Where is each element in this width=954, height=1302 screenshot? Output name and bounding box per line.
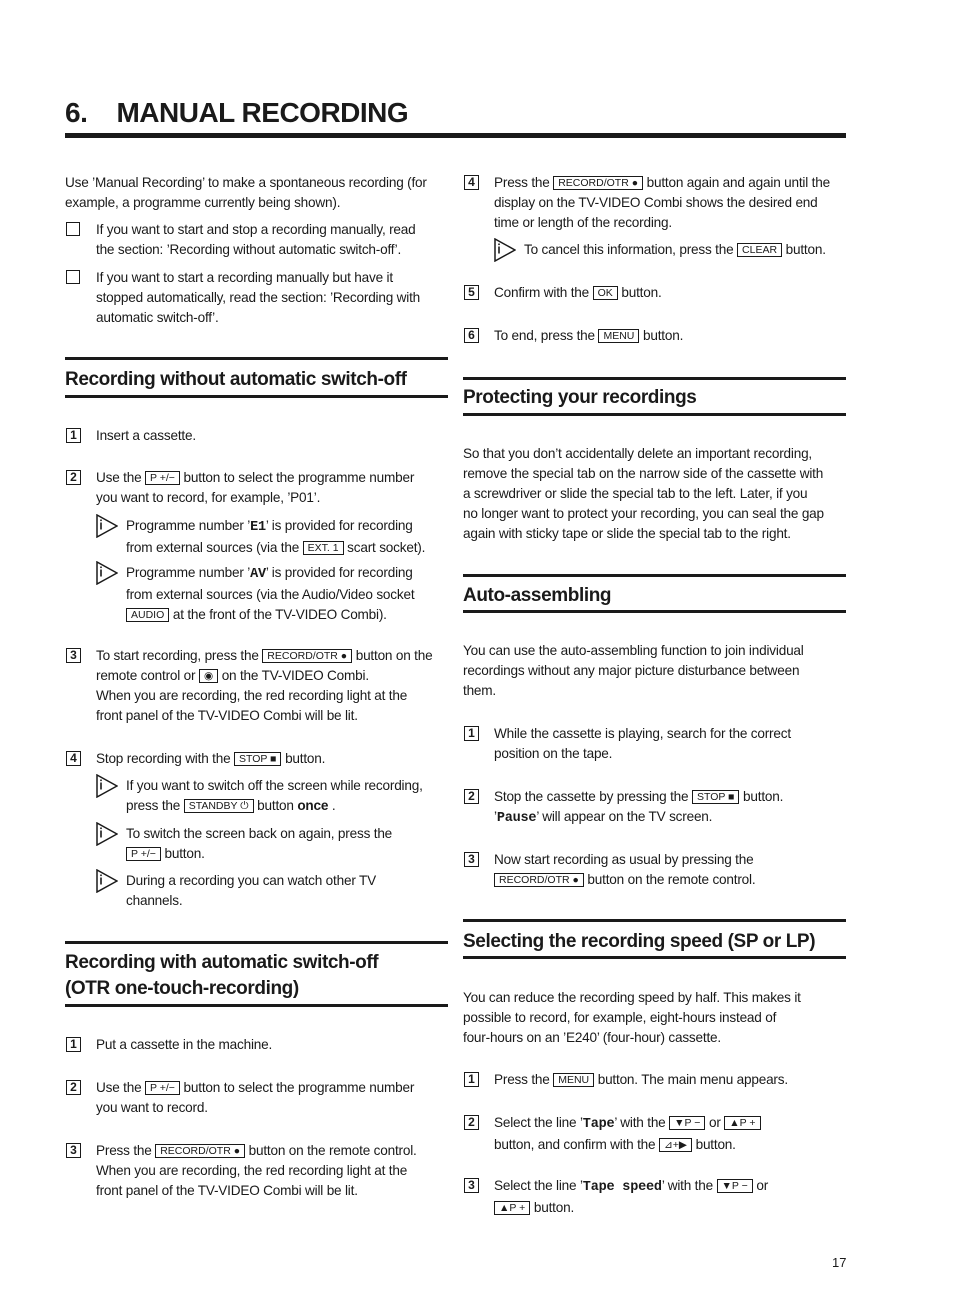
section-rule: [65, 941, 448, 944]
intro-line: Use ’Manual Recording’ to make a spontaneous recording (for: [65, 175, 427, 190]
ext1-socket-label: EXT. 1: [303, 541, 344, 555]
bullet-line: If you want to start a recording manually but have it: [96, 270, 393, 285]
p-plus-minus-button: P +/−: [145, 471, 180, 485]
page-number: 17: [832, 1255, 847, 1270]
clear-button: CLEAR: [737, 243, 782, 257]
p-plus-minus-button: P +/−: [145, 1081, 180, 1095]
info-icon: [96, 514, 118, 538]
section-rule: [463, 956, 846, 959]
p-plus-minus-button: P +/−: [126, 847, 161, 861]
page-title: 6. MANUAL RECORDING: [65, 97, 409, 128]
title-rule: [65, 133, 846, 138]
speed-text: You can reduce the recording speed by half. This makes it possible to record, for example, eight-hours instead of four-hours on an ’E240’ (four-hour) cassette.: [463, 990, 801, 1045]
p-plus-button: ▲P +: [494, 1201, 530, 1215]
step-text: To end, press the MENU button.: [494, 328, 684, 343]
info-note: If you want to switch off the screen while recording, press the STANDBY ⏻ button once .: [126, 778, 423, 813]
record-otr-button: RECORD/OTR ●: [553, 176, 643, 190]
p-plus-button: ▲P +: [724, 1116, 760, 1130]
info-note: Programme number ’AV’ is provided for recording from external sources (via the Audio/Video socket AUDIO at the front of the TV-VIDEO Combi).: [126, 565, 415, 622]
section-rule: [65, 395, 448, 398]
step-number: 2: [66, 1080, 81, 1095]
section-heading-without: Recording without automatic switch-off: [65, 369, 407, 390]
info-icon: [96, 869, 118, 893]
step-number: 3: [464, 1178, 479, 1193]
step-text: Insert a cassette.: [96, 428, 196, 443]
stop-button: STOP ■: [692, 790, 739, 804]
p-minus-button: ▼P −: [669, 1116, 705, 1130]
standby-button: STANDBY ⏻: [184, 799, 254, 813]
info-note: During a recording you can watch other TV channels.: [126, 873, 376, 908]
step-text: Stop recording with the STOP ■ button.: [96, 751, 326, 766]
menu-button: MENU: [598, 329, 639, 343]
section-rule: [463, 610, 846, 613]
intro-bullet-1: [96, 220, 416, 260]
step-number: 1: [66, 1037, 81, 1052]
ok-button: OK: [593, 286, 618, 300]
bullet-line: stopped automatically, read the section: ’Recording with: [96, 290, 421, 305]
step-number: 4: [66, 751, 81, 766]
bullet-line: the section: ’Recording without automatic switch-off’.: [96, 242, 402, 257]
info-icon: [96, 822, 118, 846]
section-rule: [463, 574, 846, 577]
p-minus-button: ▼P −: [717, 1179, 753, 1193]
step-text: Use the P +/− button to select the programme number you want to record.: [96, 1080, 415, 1115]
info-note: To cancel this information, press the CLEAR button.: [524, 242, 826, 257]
step-number: 1: [464, 726, 479, 741]
step-text: Put a cassette in the machine.: [96, 1037, 273, 1052]
step-text: To start recording, press the RECORD/OTR ● button on the remote control or ◉ on the TV-VIDEO Combi. When you are recording, the red recording light at the front panel of the TV-VIDEO Combi will be lit.: [96, 648, 433, 723]
step-text: Press the RECORD/OTR ● button on the remote control. When you are recording, the red recording light at the front panel of the TV-VIDEO Combi will be lit.: [96, 1143, 417, 1198]
step-number: 1: [464, 1072, 479, 1087]
info-icon: [96, 561, 118, 585]
menu-button: MENU: [553, 1073, 594, 1087]
record-otr-button: RECORD/OTR ●: [262, 649, 352, 663]
step-number: 2: [464, 1115, 479, 1130]
section-rule: [65, 357, 448, 360]
record-otr-button: RECORD/OTR ●: [155, 1144, 245, 1158]
step-number: 2: [464, 789, 479, 804]
bullet-line: If you want to start and stop a recording manually, read: [96, 222, 416, 237]
step-text: Select the line ’Tape speed’ with the ▼P − or ▲P + button.: [494, 1178, 769, 1215]
confirm-button: ⊿+▶: [659, 1138, 692, 1152]
info-icon: [96, 774, 118, 798]
step-text: Select the line ’Tape’ with the ▼P − or ▲P + button, and confirm with the ⊿+▶ button.: [494, 1113, 761, 1155]
auto-text: You can use the auto-assembling function to join individual recordings without any major picture disturbance between them.: [463, 643, 804, 698]
section-rule: [463, 919, 846, 922]
record-otr-button: RECORD/OTR ●: [494, 873, 584, 887]
intro-line: example, a programme currently being shown).: [65, 195, 341, 210]
section-rule: [65, 1004, 448, 1007]
stop-button: STOP ■: [234, 752, 281, 766]
step-number: 4: [464, 175, 479, 190]
step-number: 3: [66, 1143, 81, 1158]
step-text: Use the P +/− button to select the programme number you want to record, for example, ’P01’.: [96, 470, 415, 505]
info-icon: [494, 238, 516, 262]
section-heading-with: Recording with automatic switch-off (OTR one-touch-recording): [65, 952, 379, 999]
step-number: 2: [66, 470, 81, 485]
step-text: Confirm with the OK button.: [494, 285, 662, 300]
record-icon: ◉: [199, 669, 218, 683]
info-note: Programme number ’E1’ is provided for recording from external sources (via the EXT. 1 scart socket).: [126, 518, 426, 555]
section-rule: [463, 413, 846, 416]
bullet-line: automatic switch-off’.: [96, 310, 219, 325]
intro-text: [65, 173, 427, 213]
checkbox-bullet: [66, 270, 80, 284]
step-text: Now start recording as usual by pressing the RECORD/OTR ● button on the remote control.: [494, 852, 756, 887]
section-rule: [463, 377, 846, 380]
section-heading-protect: Protecting your recordings: [463, 387, 697, 408]
step-number: 6: [464, 328, 479, 343]
protect-text: So that you don’t accidentally delete an important recording, remove the special tab on the narrow side of the cassette with a screwdriver or slide the special tab to the left. Later, if you no longer want to protect your recording, you can seal the gap again with sticky tape or slide the special tab to the right.: [463, 446, 824, 541]
checkbox-bullet: [66, 222, 80, 236]
step-number: 1: [66, 428, 81, 443]
section-heading-auto: Auto-assembling: [463, 585, 612, 606]
info-note: To switch the screen back on again, press the P +/− button.: [126, 826, 393, 861]
step-text: Stop the cassette by pressing the STOP ■ button. ’Pause’ will appear on the TV screen.: [494, 789, 784, 826]
step-text: Press the RECORD/OTR ● button again and again until the display on the TV-VIDEO Combi shows the desired end time or length of the recording.: [494, 175, 830, 230]
step-number: 3: [464, 852, 479, 867]
step-text: While the cassette is playing, search for the correct position on the tape.: [494, 726, 791, 761]
step-text: Press the MENU button. The main menu appears.: [494, 1072, 788, 1087]
step-number: 3: [66, 648, 81, 663]
section-heading-speed: Selecting the recording speed (SP or LP): [463, 931, 816, 952]
step-number: 5: [464, 285, 479, 300]
audio-socket-label: AUDIO: [126, 608, 169, 622]
intro-bullet-2: [96, 268, 420, 328]
